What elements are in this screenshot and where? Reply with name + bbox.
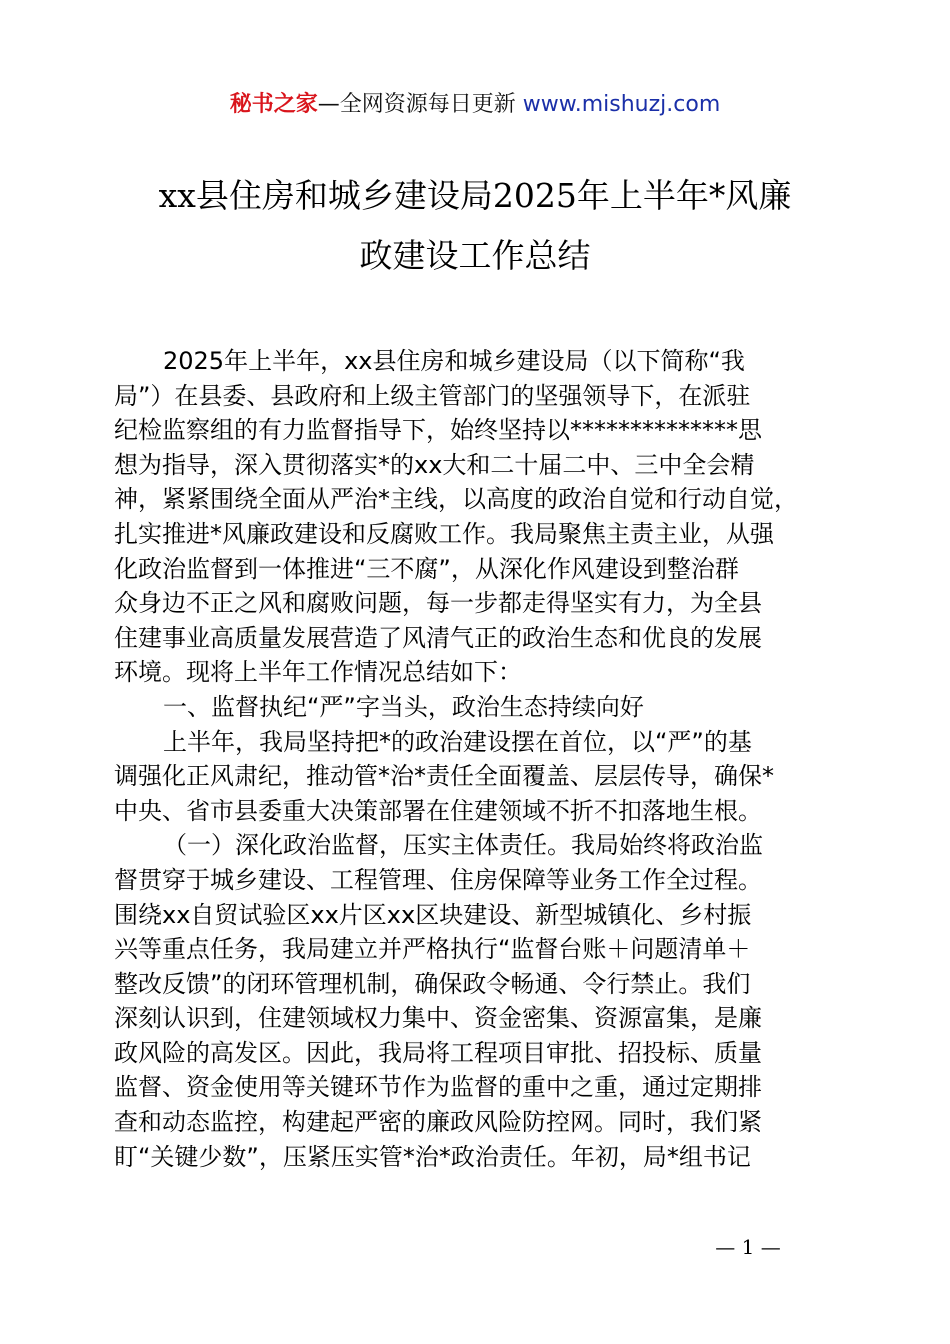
title-line-1: xx县住房和城乡建设局2025年上半年*风廉: [158, 176, 792, 215]
document-title: [100, 166, 850, 286]
body-line: 兴等重点任务，我局建立并严格执行“监督台账＋问题清单＋: [114, 935, 751, 964]
body-line: 住建事业高质量发展营造了风清气正的政治生态和优良的发展: [114, 623, 762, 652]
body-line: 深刻认识到，住建领域权力集中、资金密集、资源富集，是廉: [114, 1004, 762, 1033]
header-tagline: —全网资源每日更新: [317, 92, 523, 117]
body-line: 中央、省市县委重大决策部署在住建领域不折不扣落地生根。: [114, 796, 762, 825]
body-line: 神，紧紧围绕全面从严治*主线，以高度的政治自觉和行动自觉，: [114, 485, 798, 514]
section-heading: 一、监督执纪“严”字当头，政治生态持续向好: [163, 692, 644, 721]
document-body: [114, 344, 836, 1174]
body-line: 监督、资金使用等关键环节作为监督的重中之重，通过定期排: [114, 1073, 762, 1102]
title-line-2: 政建设工作总结: [359, 236, 591, 275]
body-line: 盯“关键少数”，压紧压实管*治*政治责任。年初，局*组书记: [114, 1142, 751, 1171]
site-header-banner: [0, 88, 950, 122]
body-line: 2025年上半年，xx县住房和城乡建设局（以下简称“我: [163, 347, 745, 375]
body-line: 化政治监督到一体推进“三不腐”，从深化作风建设到整治群: [114, 554, 739, 583]
body-line: 调强化正风肃纪，推动管*治*责任全面覆盖、层层传导，确保*: [114, 762, 774, 791]
brand-name: 秘书之家: [229, 92, 318, 117]
site-url-link[interactable]: www.mishuzj.com: [522, 92, 721, 117]
body-line: 上半年，我局坚持把*的政治建设摆在首位，以“严”的基: [163, 727, 752, 756]
page-number: — 1 —: [715, 1235, 781, 1259]
body-line: 督贯穿于城乡建设、工程管理、住房保障等业务工作全过程。: [114, 865, 762, 894]
body-line: 政风险的高发区。因此，我局将工程项目审批、招投标、质量: [114, 1038, 762, 1067]
body-line: 众身边不正之风和腐败问题，每一步都走得坚实有力，为全县: [114, 589, 762, 618]
body-line: 环境。现将上半年工作情况总结如下：: [114, 658, 522, 687]
body-line: 纪检监察组的有力监督指导下，始终坚持以**************思: [114, 416, 762, 445]
body-line: 整改反馈”的闭环管理机制，确保政令畅通、令行禁止。我们: [114, 969, 751, 998]
body-line: 围绕xx自贸试验区xx片区xx区块建设、新型城镇化、乡村振: [114, 900, 752, 929]
subsection-heading-line: （一）深化政治监督，压实主体责任。我局始终将政治监: [163, 831, 763, 860]
body-line: 查和动态监控，构建起严密的廉政风险防控网。同时，我们紧: [114, 1108, 762, 1137]
body-line: 扎实推进*风廉政建设和反腐败工作。我局聚焦主责主业，从强: [114, 519, 774, 548]
body-line: 想为指导，深入贯彻落实*的xx大和二十届二中、三中全会精: [114, 450, 755, 479]
body-line: 局”）在县委、县政府和上级主管部门的坚强领导下，在派驻: [114, 381, 751, 410]
